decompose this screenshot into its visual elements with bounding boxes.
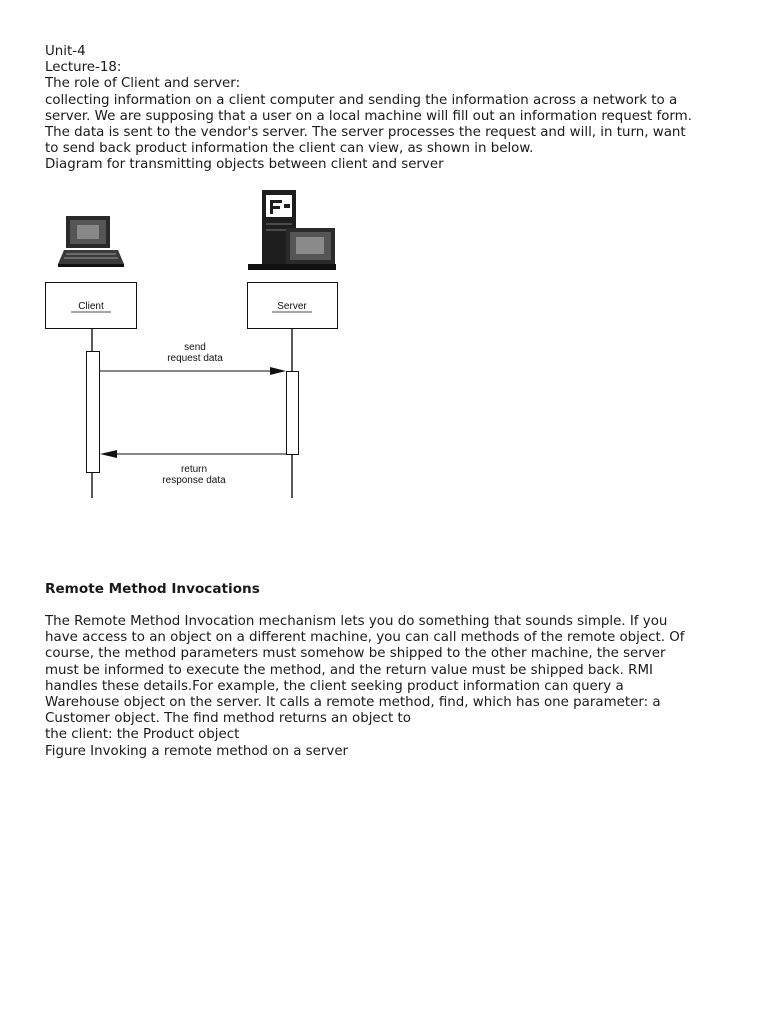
figure-caption: Figure Invoking a remote method on a server bbox=[45, 743, 349, 759]
client-label: Client bbox=[78, 301, 104, 312]
lecture-line: Lecture-18: bbox=[45, 60, 122, 76]
request-data-label: request data bbox=[167, 353, 223, 364]
paragraph-line: have access to an object on a different machine, you can call methods of the remote object. Of bbox=[45, 630, 685, 646]
response-data-label: response data bbox=[162, 475, 226, 486]
return-label: return bbox=[180, 464, 208, 475]
paragraph-line: course, the method parameters must somehow be shipped to the other machine, the server bbox=[45, 646, 666, 662]
send-label: send bbox=[184, 342, 206, 353]
unit-line: Unit-4 bbox=[45, 44, 86, 59]
client-box bbox=[46, 283, 137, 329]
server-label: Server bbox=[277, 301, 307, 312]
paragraph-line: handles these details.For example, the client seeking product information can query a bbox=[45, 678, 624, 694]
rmi-text bbox=[45, 614, 745, 760]
laptop-icon bbox=[58, 216, 124, 267]
paragraph-line: Warehouse object on the server. It calls a remote method, find, which has one parameter: a bbox=[45, 695, 661, 711]
server-computer-icon bbox=[248, 190, 336, 270]
paragraph-line: the client: the Product object bbox=[45, 727, 240, 743]
return-response-arrow bbox=[100, 450, 286, 458]
paragraph-line: The Remote Method Invocation mechanism lets you do something that sounds simple. If you bbox=[45, 614, 668, 629]
server-box bbox=[248, 283, 338, 329]
paragraph-line: Customer object. The find method returns an object to bbox=[45, 711, 411, 727]
diagram-caption: Diagram for transmitting objects between client and server bbox=[45, 157, 444, 173]
paragraph-line: collecting information on a client computer and sending the information across a network to a bbox=[45, 92, 678, 108]
intro-text bbox=[45, 44, 745, 174]
send-request-arrow bbox=[100, 367, 286, 375]
topic-line: The role of Client and server: bbox=[45, 76, 241, 92]
paragraph-line: to send back product information the client can view, as shown in below. bbox=[45, 141, 534, 157]
server-activation-bar bbox=[287, 372, 299, 455]
client-activation-bar bbox=[87, 352, 100, 473]
rmi-heading: Remote Method Invocations bbox=[45, 581, 260, 597]
paragraph-line: The data is sent to the vendor's server. The server processes the request and will, in turn, want bbox=[45, 125, 686, 141]
paragraph-line: must be informed to execute the method, and the return value must be shipped back. RMI bbox=[45, 662, 653, 678]
client-server-sequence-diagram bbox=[40, 186, 360, 506]
paragraph-line: server. We are supposing that a user on a local machine will fill out an information request form. bbox=[45, 108, 692, 124]
